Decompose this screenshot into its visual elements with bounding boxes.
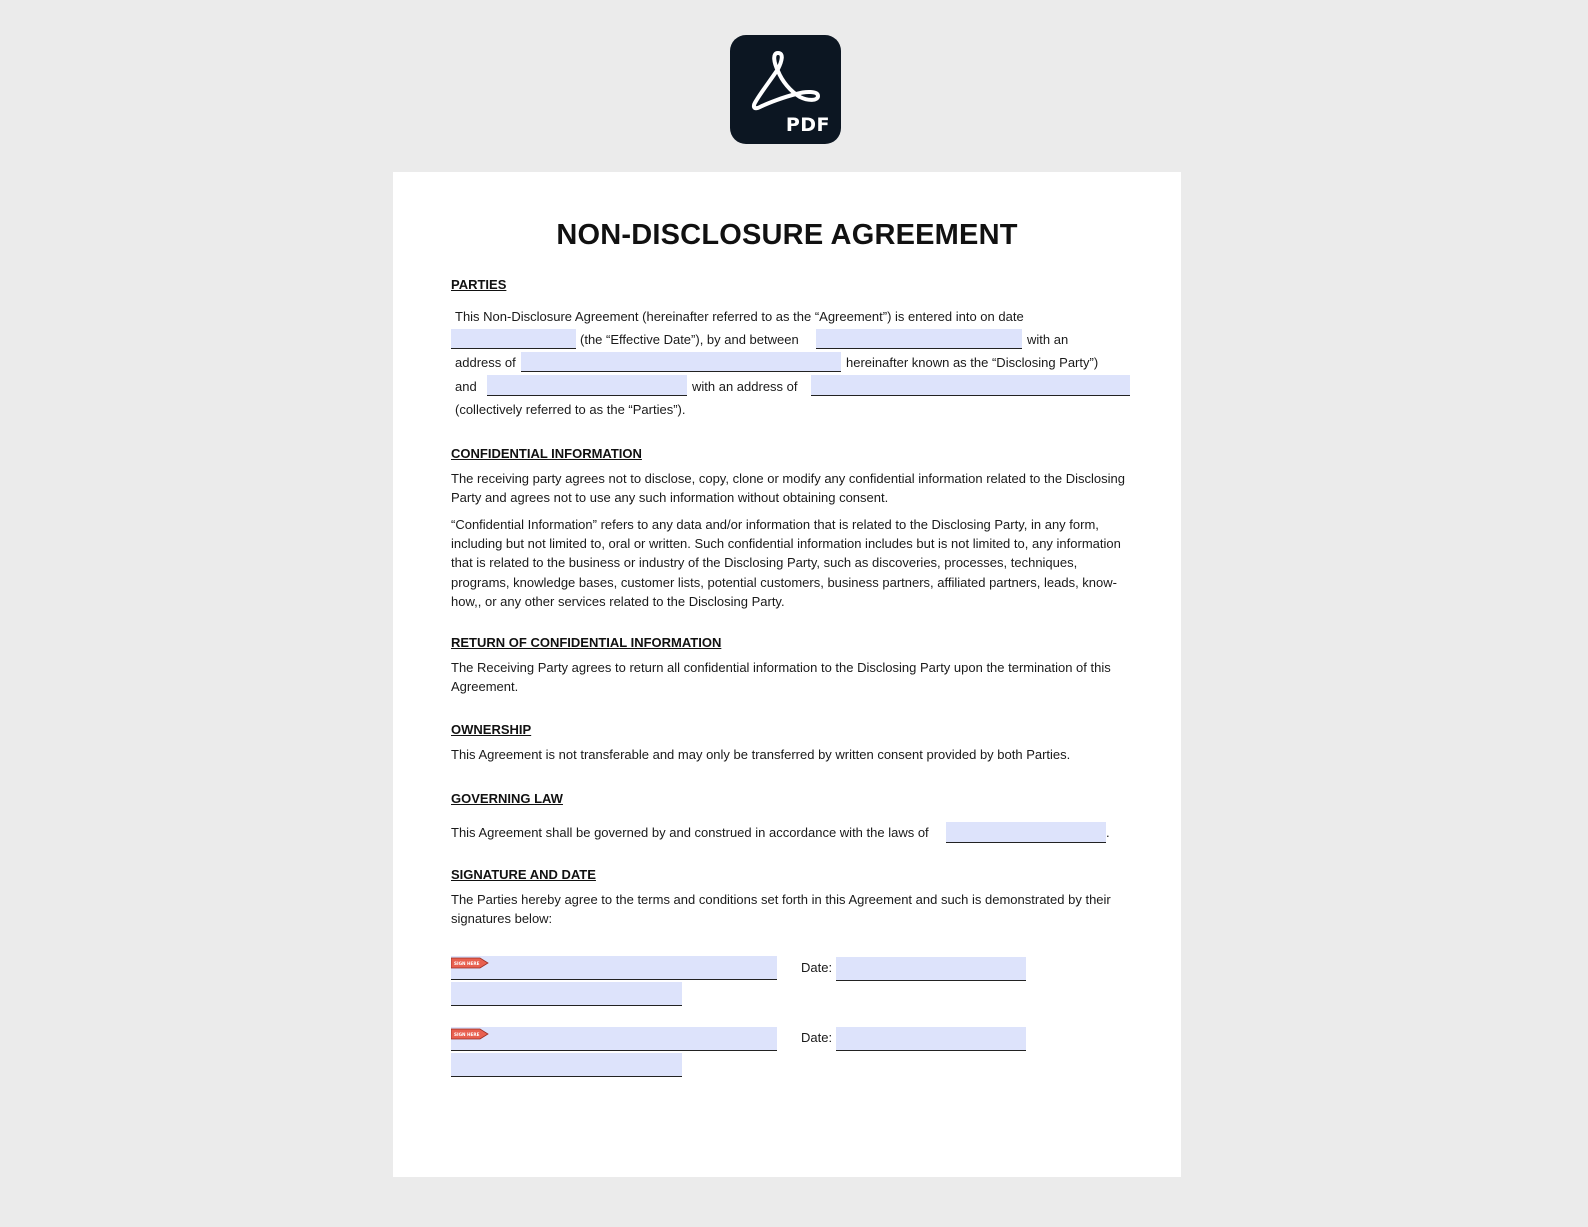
- date-label-1: Date:: [801, 960, 833, 975]
- confidential-paragraph-2: “Confidential Information” refers to any data and/or information that is related to the Disclosing Party, in any form, including but not limited to, oral or written. Such confidential information includes but is not limited to, any information that is related to the business or industry of the Disclosing Party, such as discoveries, processes, techniques, programs, knowledge bases, customer lists, potential customers, business partners, affiliated partners, leads, know-how,, or any other services related to the Disclosing Party.: [451, 517, 1121, 609]
- parties-intro-line: This Non-Disclosure Agreement (hereinafter referred to as the “Agreement”) is entered into on date: [455, 309, 1024, 324]
- effective-date-field[interactable]: [451, 329, 576, 349]
- sign-here-tag-1: [451, 957, 487, 967]
- section-heading-parties: PARTIES: [451, 277, 507, 292]
- sign-here-label-1: SIGN HERE: [454, 961, 480, 967]
- address-of-text: address of: [455, 355, 516, 370]
- signature-paragraph: The Parties hereby agree to the terms and conditions set forth in this Agreement and such is demonstrated by their signatures below:: [451, 892, 1111, 927]
- signature-field-1[interactable]: [451, 956, 777, 980]
- and-text: and: [455, 379, 477, 394]
- receiving-party-address-field[interactable]: [811, 375, 1130, 396]
- date-field-1[interactable]: [836, 957, 1026, 981]
- acrobat-swirl-icon: [748, 49, 824, 113]
- printed-name-field-2[interactable]: [451, 1053, 682, 1077]
- date-field-2[interactable]: [836, 1027, 1026, 1051]
- collectively-text: (collectively referred to as the “Parties”).: [455, 402, 686, 417]
- with-an-address-of-text: with an address of: [692, 379, 798, 394]
- sign-here-label-2: SIGN HERE: [454, 1032, 480, 1038]
- document-title: NON-DISCLOSURE AGREEMENT: [556, 219, 1018, 251]
- sign-here-tag-2: [451, 1028, 487, 1038]
- pdf-logo: [730, 35, 841, 144]
- section-heading-confidential: CONFIDENTIAL INFORMATION: [451, 446, 642, 461]
- return-paragraph: The Receiving Party agrees to return all confidential information to the Disclosing Party upon the termination of this Agreement.: [451, 660, 1111, 695]
- with-an-text: with an: [1027, 332, 1069, 347]
- section-heading-ownership: OWNERSHIP: [451, 722, 532, 737]
- ownership-paragraph: This Agreement is not transferable and may only be transferred by written consent provided by both Parties.: [451, 747, 1071, 762]
- governing-law-text: This Agreement shall be governed by and construed in accordance with the laws of: [451, 825, 929, 840]
- confidential-paragraph-1: The receiving party agrees not to disclose, copy, clone or modify any confidential information related to the Disclosing Party and agrees not to use any such information without obtaining consent.: [451, 471, 1125, 506]
- section-heading-governing-law: GOVERNING LAW: [451, 791, 563, 806]
- pdf-label: PDF: [785, 114, 830, 136]
- disclosing-party-name-field[interactable]: [816, 329, 1022, 349]
- receiving-party-name-field[interactable]: [487, 375, 687, 396]
- effective-date-text: (the “Effective Date”), by and between: [580, 332, 799, 347]
- section-heading-return: RETURN OF CONFIDENTIAL INFORMATION: [451, 635, 722, 650]
- section-heading-signature: SIGNATURE AND DATE: [451, 867, 596, 882]
- governing-law-period: .: [1106, 825, 1110, 840]
- signature-field-2[interactable]: [451, 1027, 777, 1051]
- document-page: [393, 172, 1181, 1177]
- governing-law-state-field[interactable]: [946, 822, 1106, 843]
- printed-name-field-1[interactable]: [451, 982, 682, 1006]
- disclosing-party-address-field[interactable]: [521, 352, 841, 372]
- date-label-2: Date:: [801, 1030, 833, 1045]
- disclosing-party-known-text: hereinafter known as the “Disclosing Party”): [846, 355, 1099, 370]
